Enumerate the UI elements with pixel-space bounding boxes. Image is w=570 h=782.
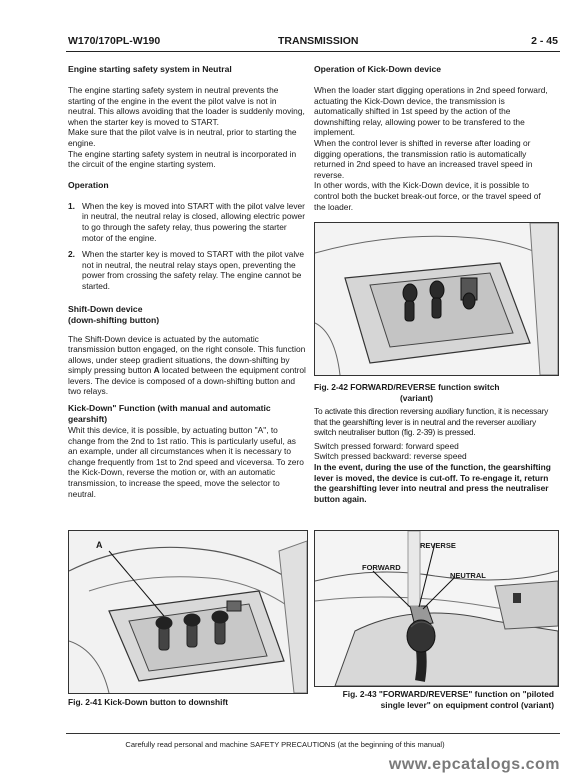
section-title: TRANSMISSION	[278, 35, 359, 47]
piloted-single-lever-illustration	[315, 531, 558, 686]
section-heading-operation: Operation	[68, 179, 109, 190]
figure-caption-2-42	[314, 382, 500, 404]
figure-2-42	[314, 222, 559, 376]
section-heading-engine-safety: Engine starting safety system in Neutral	[68, 64, 232, 74]
figure-2-41	[68, 530, 308, 694]
right-column-lower	[314, 406, 552, 504]
figure-2-43	[314, 530, 559, 687]
forward-reverse-switch-illustration	[315, 223, 558, 375]
paragraph: Switch pressed backward: reverse speed	[314, 451, 467, 462]
paragraph: When the loader start digging operations in 2nd speed forward, actuating the Kick-Down device, the transmission is automatically shifted in 1st speed by the action of the downshifting relay, allowing power to be transfered to the implement.	[314, 85, 548, 138]
paragraph: Make sure that the pilot valve is in neutral, prior to starting the engine.	[68, 127, 297, 148]
label-forward: FORWARD	[362, 563, 401, 572]
list-text: When the starter key is moved to START with the pilot valve not in neutral, the neutral relay stays open, preventing the power from crossing the safety relay. The engine cannot be started.	[82, 249, 305, 291]
operation-list	[68, 201, 306, 292]
list-item	[68, 249, 306, 291]
text: located between the equipment control levers. The device is composed of a down-shifting button and two relays.	[68, 365, 306, 397]
right-column	[314, 64, 552, 212]
text: The Shift-Down device is actuated by the automatic transmission button engaged, on the right console. This function allows, under steep gradient situations, the down-shifting by simply pressing button	[68, 333, 306, 376]
kick-down-console-illustration	[69, 531, 307, 693]
model-label: W170/170PL-W190	[68, 35, 161, 47]
paragraph: Switch pressed forward: forward speed	[314, 440, 459, 451]
section-heading-kick-down-operation: Operation of Kick-Down device	[314, 64, 442, 74]
paragraph: The engine starting safety system in neutral is incorporated in the circuit of the engine starting system.	[68, 148, 297, 170]
section-heading-kick-down: Kick-Down" Function (with manual and automatic gearshift)	[68, 403, 271, 425]
left-column	[68, 64, 306, 499]
paragraph: To activate this direction reversing auxiliary function, it is necessary that the gearshifting lever is in neutral and the reverser auxiliary switch neutraliser button (fig. 2-39) is pressed.	[314, 406, 549, 438]
page-header	[68, 35, 558, 49]
page-number: 2 - 45	[531, 35, 558, 47]
heading-line: Shift-Down device	[68, 303, 143, 314]
heading-line: (down-shifting button)	[68, 314, 160, 325]
footer-divider	[66, 733, 560, 734]
list-number: 2.	[68, 249, 75, 260]
figure-caption-2-43	[314, 689, 554, 711]
label-neutral: NEUTRAL	[450, 571, 486, 580]
watermark: www.epcatalogs.com	[388, 756, 560, 773]
paragraph: Whit this device, it is possible, by actuating button "A", to change from the 2nd to 1st ratio. This is particularly useful, as an example, under all circumstances when it is necessary to change frequently from 1st to 2nd speed and viceversa. To zero the Kick-Down, reverse the motion or, with an automatic transmission, to increase the speed, move the selector to neutral.	[68, 425, 304, 499]
callout-a: A	[96, 540, 103, 550]
section-heading-shift-down	[68, 304, 306, 326]
label-reverse: REVERSE	[420, 541, 456, 550]
figure-caption-2-41: Fig. 2-41 Kick-Down button to downshift	[68, 697, 229, 707]
paragraph	[68, 334, 306, 398]
list-number: 1.	[68, 200, 75, 211]
paragraph-bold: In the event, during the use of the function, the gearshifting lever is moved, the device is cut-off. To re-engage it, return the gearshifting lever into neutral and press the neutraliser button again.	[314, 461, 551, 504]
paragraph: In other words, with the Kick-Down device, it is possible to control both the bucket break-out force, or the travel speed of the loader.	[314, 180, 541, 212]
paragraph: The engine starting safety system in neutral prevents the starting of the engine in the event the pilot valve is not in neutral. This allows avoiding that the loader is suddenly moving, when the starter key is moved to START.	[68, 85, 305, 127]
paragraph: When the control lever is shifted in reverse after loading or digging operations, the transmission ratio is automatically returned in 2nd speed to have an increased travel speed in reverse.	[314, 137, 533, 180]
list-item	[68, 201, 306, 243]
button-reference: A	[153, 365, 160, 376]
caption-line: (variant)	[400, 393, 434, 403]
caption-line: Fig. 2-42 FORWARD/REVERSE function switch	[314, 382, 500, 392]
caption-line: Fig. 2-43 "FORWARD/REVERSE" function on "piloted	[342, 689, 554, 699]
caption-line: single lever" on equipment control (variant)	[380, 700, 554, 710]
list-text: When the key is moved into START with the pilot valve lever in neutral, the neutral relay is closed, allowing electric power to go through the safety relay, thus powering the starter motor of the engine.	[82, 200, 305, 243]
header-divider	[66, 51, 560, 52]
footer-note: Carefully read personal and machine SAFETY PRECAUTIONS (at the beginning of this manual)	[125, 740, 445, 749]
